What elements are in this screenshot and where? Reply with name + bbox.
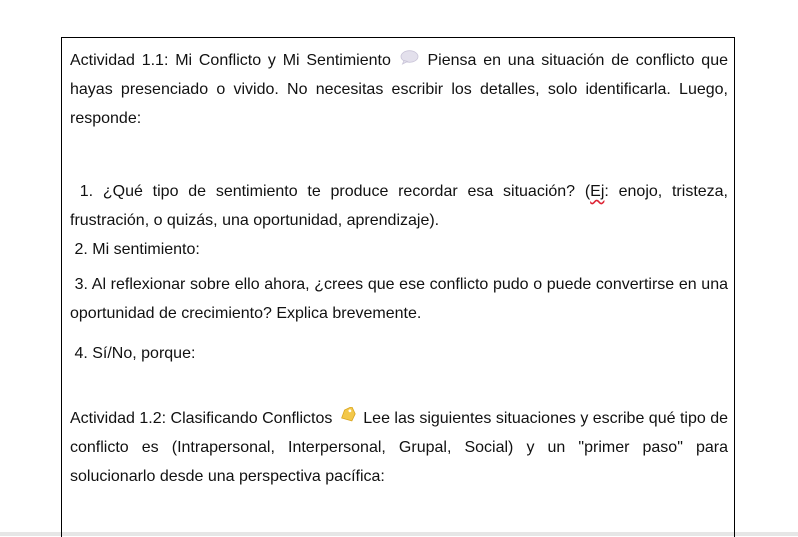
activity-2-title: Actividad 1.2: Clasificando Conflictos — [70, 410, 333, 427]
question-3 — [70, 270, 728, 328]
activity-table-cell — [61, 37, 735, 537]
question-4 — [70, 339, 728, 368]
activity-2-intro — [70, 404, 728, 491]
activity-2-instructions: Lee las siguientes situaciones y escribe qué tipo de conflicto es (Intrapersonal, Interpersonal, Grupal, Social) y un "primer paso" para solucionarlo desde una perspectiva pacífica: — [70, 410, 728, 486]
speech-balloon-icon — [400, 46, 419, 75]
activity-1-title: Actividad 1.1: Mi Conflicto y Mi Sentimiento — [70, 52, 391, 69]
question-1-examples: : enojo, tristeza, frustración, o quizás, una oportunidad, aprendizaje). — [70, 183, 729, 229]
question-4-text: 4. Sí/No, porque: — [74, 345, 196, 362]
question-2-text: 2. Mi sentimiento: — [74, 241, 200, 258]
label-tag-icon — [339, 404, 357, 433]
question-1-text: 1. ¿Qué tipo de sentimiento te produce recordar esa situación? ( — [79, 183, 591, 200]
question-2 — [70, 235, 728, 264]
spellcheck-flagged-word[interactable]: Ej — [590, 183, 605, 200]
activity-1-intro — [70, 46, 728, 133]
activity-1-instructions: Piensa en una situación de conflicto que hayas presenciado o vivido. No necesitas escribir los detalles, solo identificarla. Luego, responde: — [70, 52, 728, 128]
question-1 — [70, 177, 728, 235]
question-3-text: 3. Al reflexionar sobre ello ahora, ¿crees que ese conflicto pudo o puede convertirse en una oportunidad de crecimiento? Explica brevemente. — [70, 276, 728, 322]
